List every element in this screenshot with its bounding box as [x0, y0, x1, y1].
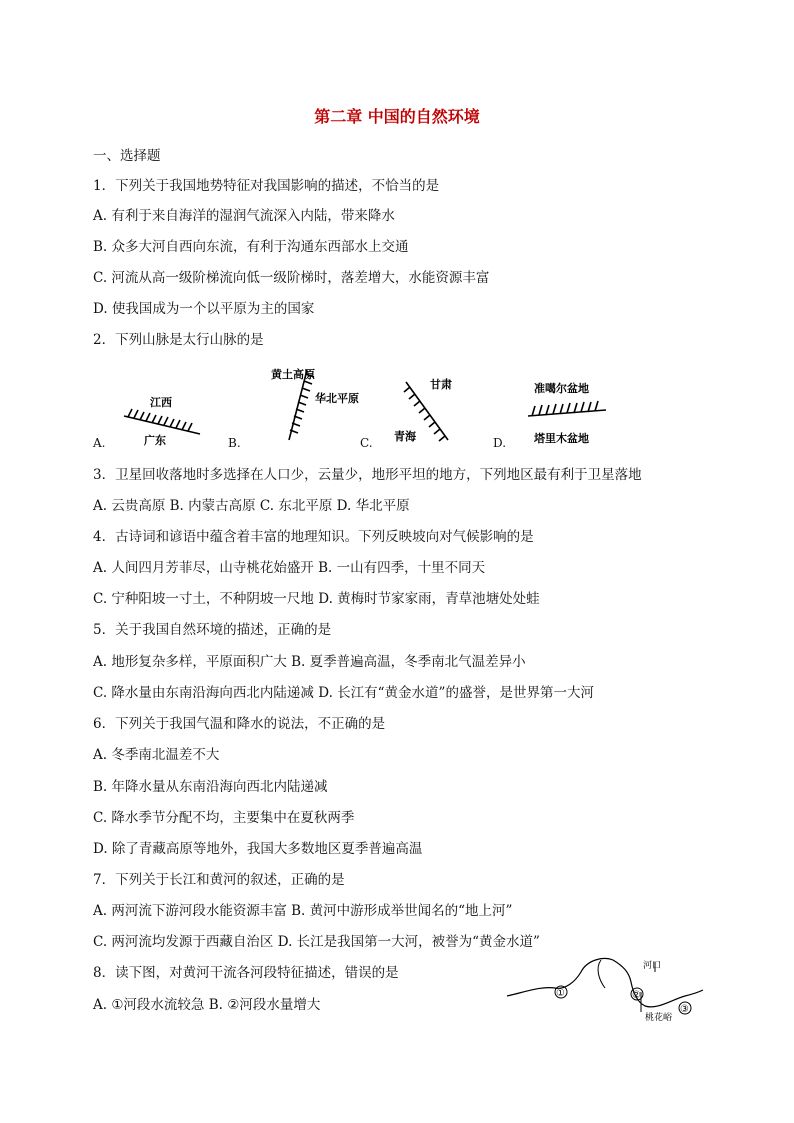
- q2-letter-d: D.: [493, 436, 507, 450]
- q4-options-cd: C. 宁种阳坡一寸土，不种阴坡一尺地 D. 黄梅时节家家雨，青草池塘处处蛙: [93, 591, 540, 607]
- q7-stem: 7．下列关于长江和黄河的叙述，正确的是: [93, 872, 345, 888]
- q2-figure-b: [255, 362, 359, 452]
- q1-option-a: A. 有利于来自海洋的湿润气流深入内陆，带来降水: [93, 208, 395, 224]
- q4-options-ab: A. 人间四月芳菲尽，山寺桃花始盛开 B. 一山有四季，十里不同天: [93, 560, 486, 576]
- q4-stem: 4．古诗词和谚语中蕴含着丰富的地理知识。下列反映坡向对气候影响的是: [93, 529, 534, 545]
- fig-d-top-label: 准噶尔盆地: [534, 382, 589, 395]
- q2-figure-d: [520, 376, 620, 448]
- q3-stem: 3．卫星回收落地时多选择在人口少，云量少，地形平坦的地方，下列地区最有利于卫星落地: [93, 467, 642, 483]
- q5-options-cd: C. 降水量由东南沿海向西北内陆递减 D. 长江有“黄金水道”的盛誉，是世界第一大河: [93, 685, 594, 701]
- fig-d-bottom-label: 塔里木盆地: [534, 432, 589, 445]
- mountain-symbol-d: [528, 401, 606, 416]
- marker-3-label: ③: [680, 1004, 689, 1015]
- q6-option-d: D. 除了青藏高原等地外，我国大多数地区夏季普遍高温: [93, 841, 423, 857]
- q2-letter-a: A.: [93, 436, 106, 450]
- q7-options-ab: A. 两河流下游河段水能资源丰富 B. 黄河中游形成举世闻名的“地上河”: [93, 903, 513, 919]
- yellow-river-map: [505, 952, 705, 1022]
- river-loop: [598, 960, 605, 988]
- q1-option-b: B. 众多大河自西向东流，有利于沟通东西部水上交通: [93, 239, 409, 255]
- fig-c-top-label: 甘肃: [430, 378, 452, 391]
- q6-option-a: A. 冬季南北温差不大: [93, 747, 220, 763]
- q8-stem: 8．读下图，对黄河干流各河段特征描述，错误的是: [93, 965, 399, 981]
- fig-b-left-char: 黄土高原: [271, 368, 315, 381]
- q6-option-b: B. 年降水量从东南沿海向西北内陆递减: [93, 779, 328, 795]
- river-line: [507, 959, 703, 1007]
- q6-option-c: C. 降水季节分配不均，主要集中在夏秋两季: [93, 810, 355, 826]
- mountain-symbol-a: [124, 409, 200, 434]
- marker-1-label: ①: [556, 988, 565, 999]
- fig-a-top-label: 江西: [150, 396, 172, 409]
- q5-stem: 5．关于我国自然环境的描述，正确的是: [93, 622, 332, 638]
- q7-options-cd: C. 两河流均发源于西藏自治区 D. 长江是我国第一大河，被誉为“黄金水道”: [93, 934, 540, 950]
- q2-stem: 2．下列山脉是太行山脉的是: [93, 332, 264, 348]
- fig-a-bottom-label: 广东: [144, 434, 166, 447]
- q1-option-d: D. 使我国成为一个以平原为主的国家: [93, 301, 315, 317]
- river-mouth-label: 河口: [643, 961, 662, 971]
- q1-option-c: C. 河流从高一级阶梯流向低一级阶梯时，落差增大，水能资源丰富: [93, 270, 490, 286]
- fig-b-left-label: [271, 367, 315, 381]
- fig-b-right-char: 华北平原: [315, 392, 359, 405]
- q6-stem: 6．下列关于我国气温和降水的说法，不正确的是: [93, 716, 386, 732]
- q1-stem: 1．下列关于我国地势特征对我国影响的描述，不恰当的是: [93, 178, 440, 194]
- q3-options: A. 云贵高原 B. 内蒙古高原 C. 东北平原 D. 华北平原: [93, 498, 410, 514]
- q2-letter-b: B.: [228, 436, 241, 450]
- fig-c-bottom-label: 青海: [394, 430, 416, 443]
- q2-figure-a: [118, 388, 208, 448]
- q2-letter-c: C.: [360, 436, 373, 450]
- marker-2-label: ②: [632, 990, 641, 1001]
- page-title: 第二章 中国的自然环境: [314, 107, 480, 126]
- taohuayu-label: 桃花峪: [645, 1013, 673, 1023]
- section-heading: 一、选择题: [93, 148, 161, 164]
- q2-figure-c: [390, 376, 465, 448]
- fig-b-right-label: [315, 391, 359, 405]
- q8-options-ab: A. ①河段水流较急 B. ②河段水量增大: [93, 997, 321, 1013]
- q5-options-ab: A. 地形复杂多样，平原面积广大 B. 夏季普遍高温，冬季南北气温差异小: [93, 654, 526, 670]
